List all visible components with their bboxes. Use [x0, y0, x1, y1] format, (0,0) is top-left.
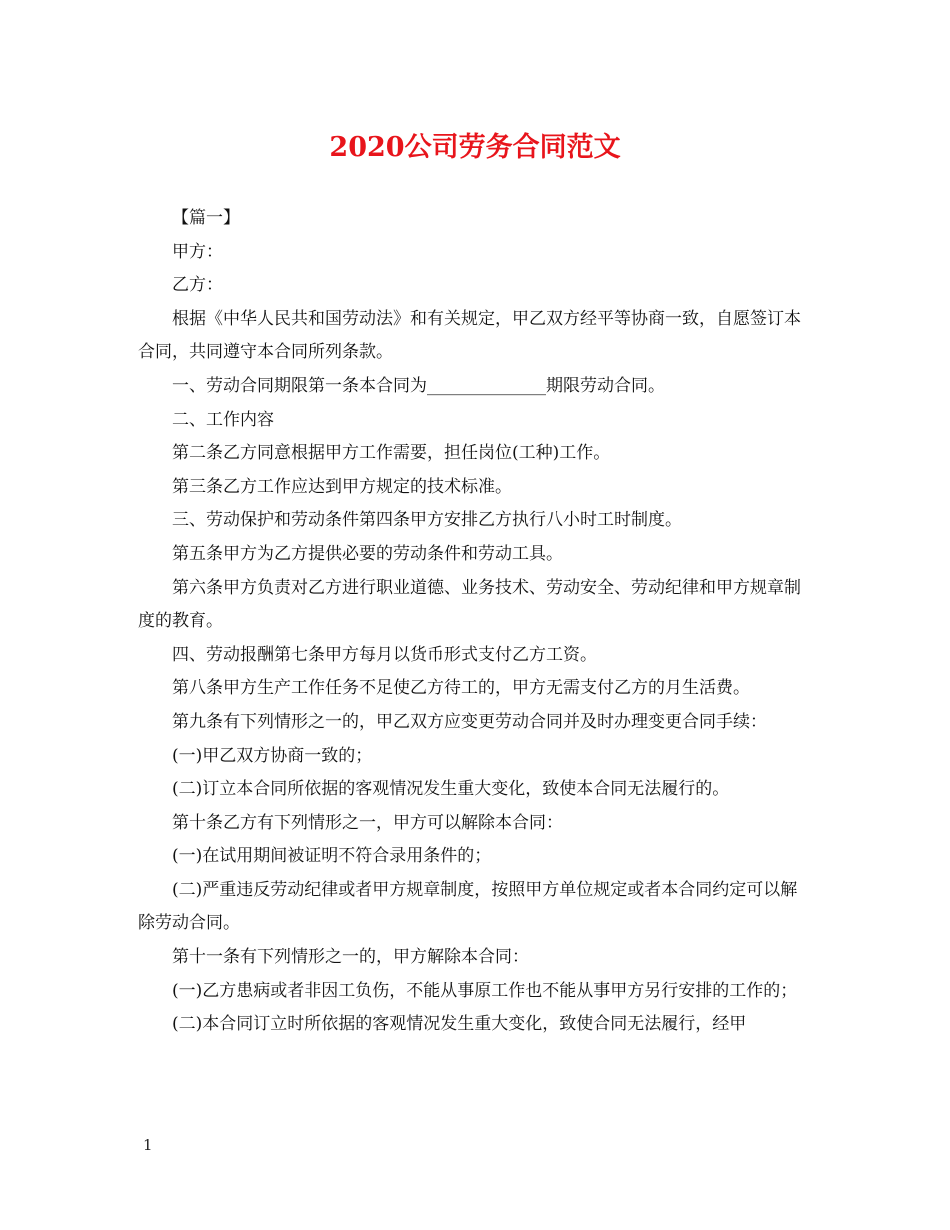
clause-paragraph: 四、劳动报酬第七条甲方每月以货币形式支付乙方工资。: [172, 644, 597, 665]
party-b-line: 乙方：: [172, 275, 223, 296]
list-item: (一)甲乙双方协商一致的；: [172, 745, 373, 766]
page-title: 2020公司劳务合同范文: [329, 132, 621, 163]
section-heading: 【篇一】: [172, 208, 240, 228]
list-item: (一)在试用期间被证明不符合录用条件的；: [172, 846, 492, 867]
clause-paragraph: 第十一条有下列情形之一的，甲方解除本合同：: [172, 947, 529, 968]
list-item: (二)严重违反劳动纪律或者甲方规章制度，按照甲方单位规定或者本合同约定可以解除劳动合同。: [138, 879, 798, 934]
clause-paragraph: 第九条有下列情形之一的，甲乙双方应变更劳动合同并及时办理变更合同手续：: [172, 711, 767, 732]
clause-paragraph: 第八条甲方生产工作任务不足使乙方待工的，甲方无需支付乙方的月生活费。: [172, 678, 750, 699]
clause-paragraph: 第二条乙方同意根据甲方工作需要，担任岗位(工种)工作。: [172, 443, 611, 464]
intro-paragraph: 根据《中华人民共和国劳动法》和有关规定，甲乙双方经平等协商一致，自愿签订本合同，共同遵守本合同所列条款。: [138, 308, 801, 363]
list-item: (一)乙方患病或者非因工负伤，不能从事原工作也不能从事甲方另行安排的工作的；: [172, 980, 798, 1001]
clause-paragraph: 一、劳动合同期限第一条本合同为______________期限劳动合同。: [172, 375, 665, 396]
clause-paragraph: 第五条甲方为乙方提供必要的劳动条件和劳动工具。: [172, 543, 563, 564]
clause-paragraph: 第三条乙方工作应达到甲方规定的技术标准。: [172, 476, 512, 497]
chapter-heading: 二、工作内容: [172, 409, 274, 430]
clause-paragraph: 三、劳动保护和劳动条件第四条甲方安排乙方执行八小时工时制度。: [172, 510, 682, 531]
clause-paragraph: 第十条乙方有下列情形之一，甲方可以解除本合同：: [172, 812, 563, 833]
list-item: (二)订立本合同所依据的客观情况发生重大变化，致使本合同无法履行的。: [172, 779, 730, 800]
clause-paragraph: 第六条甲方负责对乙方进行职业道德、业务技术、劳动安全、劳动纪律和甲方规章制度的教育。: [138, 577, 801, 632]
list-item: (二)本合同订立时所依据的客观情况发生重大变化，致使合同无法履行，经甲: [172, 1014, 747, 1035]
document-body: [138, 202, 814, 1042]
page-number: 1: [143, 1136, 153, 1154]
party-a-line: 甲方：: [172, 241, 223, 262]
